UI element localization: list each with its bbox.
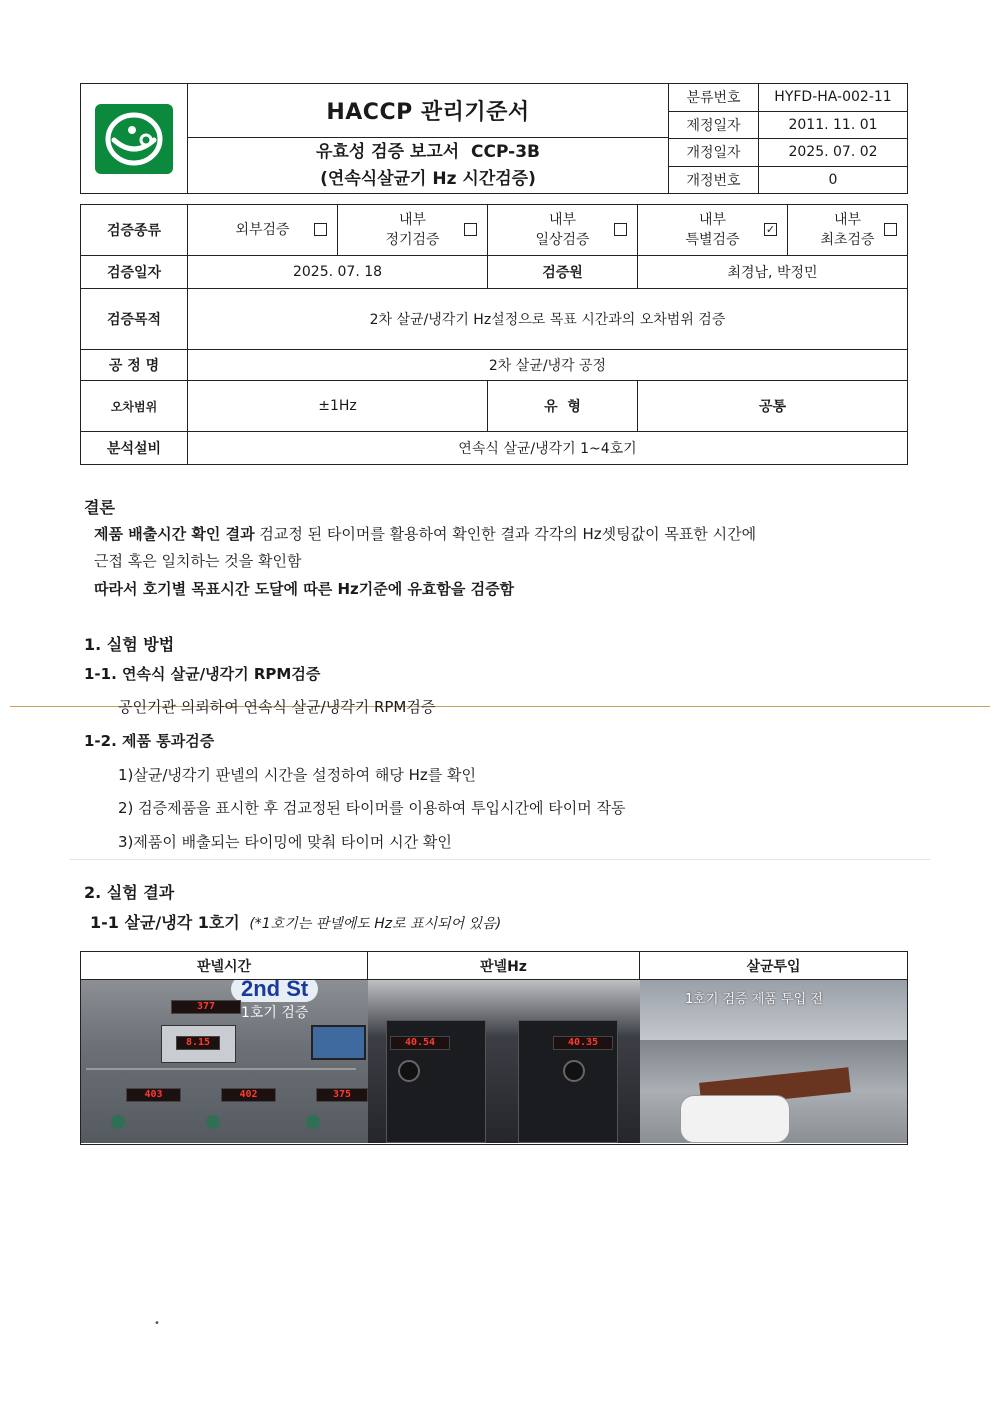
timer-device [680,1095,790,1143]
checkbox-checked[interactable]: ✓ [765,223,776,236]
equipment-label: 분석설비 [81,432,188,465]
meta-label: 개정번호 [669,167,759,194]
divider [70,859,930,860]
conclusion-line-3: 따라서 호기별 목표시간 도달에 따른 Hz기준에 유효함을 검증함 [94,580,515,598]
verifier-label: 검증원 [488,256,638,289]
method-step: 1)살균/냉각기 판넬의 시간을 설정하여 해당 Hz를 확인 [118,766,477,784]
conclusion-line-2: 근접 혹은 일치하는 것을 확인함 [94,552,302,570]
conclusion-line-1: 제품 배출시간 확인 결과 검교정 된 타이머를 활용하여 확인한 결과 각각의 Hz셋팅값이 목표한 시간에 [94,525,757,543]
date-label: 검증일자 [81,256,188,289]
type-option-daily[interactable]: 내부 일상검증 [488,205,638,256]
method-sub-1-text: 공인기관 의뢰하여 연속식 살균/냉각기 RPM검증 [118,698,436,716]
method-step: 2) 검증제품을 표시한 후 검교정된 타이머를 이용하여 투입시간에 타이머 작동 [118,799,626,817]
method-sub-2: 1-2. 제품 통과검증 [84,732,215,750]
meta-label: 분류번호 [669,84,759,111]
column-header: 판넬시간 [81,952,368,979]
scan-mark: • [154,1318,160,1329]
checkbox[interactable] [884,223,897,236]
document-header [80,83,908,194]
meta-value: 0 [828,171,838,188]
panel-display: 403 [126,1088,181,1102]
equipment-value: 연속식 살균/냉각기 1~4호기 [188,432,908,465]
panel-sign: 2nd St [231,980,318,1002]
meta-value: 2011. 11. 01 [788,116,878,133]
type-option-external[interactable]: 외부검증 [188,205,338,256]
meta-row [669,167,907,194]
insert-photo [640,980,907,1143]
method-step: 3)제품이 배출되는 타이밍에 맞춰 타이머 시간 확인 [118,833,452,851]
meta-label: 개정일자 [669,139,759,166]
meta-row [669,139,907,167]
smile-logo-icon [102,110,166,168]
date-value: 2025. 07. 18 [188,256,488,289]
purpose-value: 2차 살균/냉각기 Hz설정으로 목표 시간과의 오차범위 검증 [188,289,908,350]
subtitle-line-2: (연속식살균기 Hz 시간검증) [320,168,536,189]
subtitle-line-1: 유효성 검증 보고서 CCP-3B [315,141,540,162]
indicator-lamp [111,1115,125,1129]
method-heading: 1. 실험 방법 [84,635,175,654]
type-label: 검증종류 [81,205,188,256]
hz-display: 40.54 [390,1036,450,1050]
panel-display: 375 [316,1088,368,1102]
photo-table-header [81,952,907,980]
purpose-label: 검증목적 [81,289,188,350]
type-option-regular[interactable]: 내부 정기검증 [338,205,488,256]
meta-table [669,84,907,193]
panel-display: 8.15 [176,1036,220,1050]
result-sub: 1-1 살균/냉각 1호기 (*1호기는 판넬에도 Hz로 표시되어 있음) [90,913,502,932]
kind-label: 유 형 [488,381,638,432]
verifier-value: 최경남, 박정민 [638,256,908,289]
insert-caption: 1호기 검증 제품 투입 전 [685,992,823,1007]
checkbox[interactable] [314,223,327,236]
hz-display: 40.35 [553,1036,613,1050]
result-heading: 2. 실험 결과 [84,883,175,902]
panel-display: 377 [171,1000,241,1014]
dial-icon [398,1060,420,1082]
meta-label: 제정일자 [669,112,759,139]
column-header: 판넬Hz [368,952,640,979]
company-logo [95,104,173,174]
meta-value: 2025. 07. 02 [788,144,878,161]
meta-row [669,84,907,112]
panel-time-photo [81,980,368,1143]
document-subtitle [188,138,668,193]
indicator-lamp [206,1115,220,1129]
panel-bar [86,1068,356,1088]
checkbox[interactable] [464,223,477,236]
column-header: 살균투입 [746,958,801,975]
type-option-special[interactable]: 내부 특별검증 ✓ [638,205,788,256]
error-range-value: ±1Hz [188,381,488,432]
method-sub-1: 1-1. 연속식 살균/냉각기 RPM검증 [84,665,321,683]
type-option-initial[interactable]: 내부 최초검증 [788,205,908,256]
indicator-lamp [306,1115,320,1129]
meta-row [669,112,907,140]
error-range-label: 오차범위 [81,381,188,432]
title-cell [188,84,669,193]
photo-table [80,951,908,1145]
kind-value: 공통 [638,381,908,432]
meta-value: HYFD-HA-002-11 [774,89,892,106]
dial-icon [563,1060,585,1082]
conclusion-heading: 결론 [84,498,115,517]
panel-hz-photo [368,980,640,1143]
logo-cell [81,84,188,193]
verification-info-table [80,204,908,465]
panel-display: 402 [221,1088,276,1102]
checkbox[interactable] [614,223,627,236]
monitor [311,1025,366,1060]
process-value: 2차 살균/냉각 공정 [188,350,908,381]
panel-label: 1호기 검증 [241,1005,309,1021]
process-label: 공 정 명 [81,350,188,381]
document-title: HACCP 관리기준서 [188,84,668,138]
